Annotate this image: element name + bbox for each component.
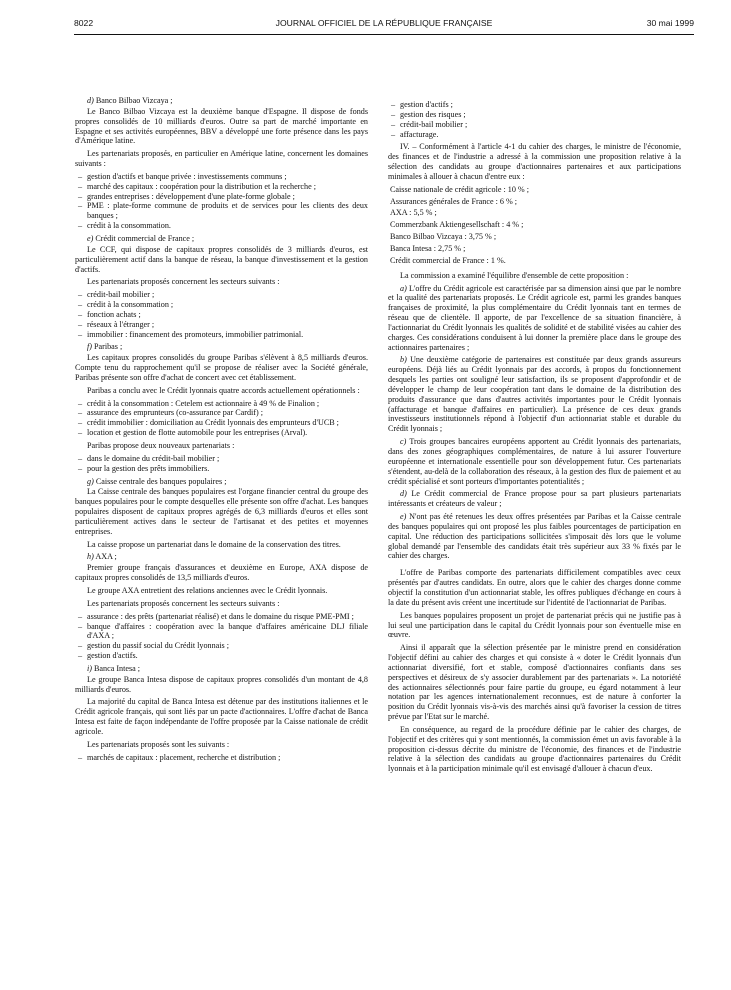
section-heading-h [75, 552, 368, 562]
allocation-item: Caisse nationale de crédit agricole : 10 % ; [390, 184, 529, 194]
allocation-item: Banca Intesa : 2,75 % ; [390, 243, 466, 253]
section-letter: d) [87, 96, 94, 105]
allocation-item: Crédit commercial de France : 1 %. [390, 255, 506, 265]
item-text: Une deuxième catégorie de partenaires est constituée par deux grands assureurs européens. Déjà liés au Crédit lyonnais par des accords, à propos du fonctionnement desquels les parties ont souligné leur satisfaction, ils se proposent d'approfondir et de développer le champ de leur coopération tant dans le domaine de la distribution des produits d'assurance que dans d'autres activités importantes pour le Crédit lyonnais (affacturage et banque d'affaires en particulier). La présence de ces deux grands investisseurs institutionnels répond à l'objectif d'un actionnariat stable et durable du Crédit lyonnais ; [388, 355, 682, 434]
section-title: AXA ; [95, 552, 117, 562]
list-item: – gestion d'actifs et banque privée : investissements communs ; [75, 172, 368, 182]
list-item: – crédit-bail mobilier ; [388, 120, 681, 130]
section-title: Caisse centrale des banques populaires ; [95, 476, 227, 486]
list-item: – PME : plate-forme commune de produits et de services pour les clients des deux banques ; [75, 201, 368, 221]
section-title: Crédit commercial de France ; [95, 233, 195, 243]
paragraph: La commission a examiné l'équilibre d'ensemble de cette proposition : [400, 270, 629, 280]
section-letter: f) [87, 342, 92, 352]
paragraph-b [388, 355, 681, 434]
section-heading-i [75, 664, 368, 674]
paragraph-a [388, 284, 681, 353]
list-item: – grandes entreprises : développement d'une plate-forme globale ; [75, 192, 368, 202]
paragraph: Les banques populaires proposent un projet de partenariat précis qui ne justifie pas à lui seul une participation dans le capital du Crédit lyonnais pour son éventuelle mise en œuvre. [388, 610, 681, 640]
paragraph-e [388, 512, 681, 561]
list-item: – crédit à la consommation. [75, 221, 368, 231]
bullet-list [388, 100, 681, 139]
list-item: – gestion des risques ; [388, 110, 681, 120]
list-item: – fonction achats ; [75, 310, 368, 320]
section-heading-g [75, 477, 368, 487]
list-item: – marchés de capitaux : placement, recherche et distribution ; [75, 753, 368, 763]
allocation-item: Commerzbank Aktiengesellschaft : 4 % ; [390, 220, 524, 230]
list-item: – location et gestion de flotte automobile pour les entreprises (Arval). [75, 428, 368, 438]
paragraph: Les capitaux propres consolidés du groupe Paribas s'élèvent à 8,5 milliards d'euros. Compte tenu du rapprochement qu'il se propose de réaliser avec la Société générale, Paribas présente son offre d'achat de concert avec cet établissement. [75, 353, 368, 382]
section-letter: e) [87, 233, 94, 243]
bullet-list [75, 612, 368, 661]
journal-title: JOURNAL OFFICIEL DE LA RÉPUBLIQUE FRANÇAISE [275, 18, 493, 28]
list-item: – assurance des emprunteurs (co-assurance par Cardif) ; [75, 408, 368, 418]
list-item: – affacturage. [388, 130, 681, 140]
paragraph: Le Banco Bilbao Vizcaya est la deuxième banque d'Espagne. Il dispose de fonds propres consolidés de 10 milliards d'euros. Outre sa part de marché importante en Espagne et ses activités européennes, BBV a développé une forte présence dans les pays d'Amérique latine. [75, 106, 368, 146]
list-item: – dans le domaine du crédit-bail mobilier ; [75, 454, 368, 464]
allocation-list [388, 185, 681, 266]
page-header [74, 14, 694, 35]
list-item: – crédit à la consommation ; [75, 300, 368, 310]
list-item: – immobilier : financement des promoteurs, immobilier patrimonial. [75, 330, 368, 340]
section-heading-e [75, 234, 368, 244]
section-title: Banco Bilbao Vizcaya ; [95, 96, 173, 105]
paragraph: Premier groupe français d'assurances et deuxième en Europe, AXA dispose de capitaux propres consolidés de 13,5 milliards d'euros. [75, 563, 368, 583]
paragraph: Les partenariats proposés concernent les secteurs suivants : [87, 277, 280, 287]
paragraph: Le groupe Banca Intesa dispose de capitaux propres consolidés d'un montant de 4,8 milliards d'euros. [75, 674, 368, 694]
list-item: – réseaux à l'étranger ; [75, 320, 368, 330]
item-letter: b) [400, 355, 407, 365]
section-letter: h) [87, 552, 94, 562]
paragraph: Les partenariats proposés, en particulier en Amérique latine, concernent les domaines suivants : [75, 149, 368, 169]
list-item: – gestion d'actifs ; [388, 100, 681, 110]
list-item: – banque d'affaires : coopération avec la banque d'affaires américaine DLJ filiale d'AXA ; [75, 622, 368, 642]
section-title: Paribas ; [94, 342, 123, 352]
bullet-list [75, 290, 368, 339]
allocation-item: Assurances générales de France : 6 % ; [390, 196, 518, 206]
paragraph: Les partenariats proposés concernent les secteurs suivants : [87, 598, 280, 608]
paragraph-c [388, 437, 681, 486]
list-item: – gestion d'actifs. [75, 651, 368, 661]
list-item: – assurance : des prêts (partenariat réalisé) et dans le domaine du risque PME-PMI ; [75, 612, 368, 622]
list-item: – gestion du passif social du Crédit lyonnais ; [75, 641, 368, 651]
list-item: – pour la gestion des prêts immobiliers. [75, 464, 368, 474]
item-text: N'ont pas été retenues les deux offres présentées par Paribas et la Caisse centrale des banques populaires qui ont proposé les plus faibles pourcentages de participation en capital. Une réduction des participations sollicitées s'imposait dès lors que le volume global demandé par l'ensemble des candidats était très supérieur aux 33 % fixés par le cahier des charges. [388, 512, 682, 561]
issue-date: 30 mai 1999 [646, 18, 694, 28]
item-letter: d) [400, 489, 407, 499]
paragraph-section-iv: IV. – Conformément à l'article 4-1 du cahier des charges, le ministre de l'économie, des finances et de l'industrie a adressé à la commission une proposition relative à la sélection des candidats au groupe d'actionnaires partenaires et aux participations minimales à allouer à chacun d'entre eux : [388, 142, 681, 181]
bullet-list [75, 172, 368, 231]
list-item: – crédit immobilier : domiciliation au Crédit lyonnais des emprunteurs d'UCB ; [75, 418, 368, 428]
paragraph: Le groupe AXA entretient des relations anciennes avec le Crédit lyonnais. [87, 585, 328, 595]
item-text: Trois groupes bancaires européens apportent au Crédit lyonnais des partenariats, dans des zones géographiques complémentaires, de nature à lui assurer l'ouverture européenne et internationale essentielle pour son développement futur. Ces partenariats s'étendent, au-delà de la collaboration des réseaux, à la gestion des flux de paiement et au crédit spécialisé et sont porteurs d'importantes potentialités ; [388, 437, 681, 486]
item-letter: c) [400, 437, 407, 447]
paragraph: La Caisse centrale des banques populaires est l'organe financier central du groupe des banques populaires pour le compte desquelles elle présente son offre d'achat. Les banques populaires disposent de capitaux propres agrégés de 6,3 milliards d'euros et elles sont particulièrement actives dans le secteur de l'artisanat et des petites et moyennes entreprises. [75, 487, 368, 536]
paragraph: En conséquence, au regard de la procédure définie par le cahier des charges, de l'objectif et des critères qui y sont mentionnés, la commission émet un avis favorable à la proposition ci-dessus décrite du ministre de l'économie, des finances et de l'industrie relative à la sélection des candidats au groupe d'actionnaires partenaires du Crédit lyonnais et à la participation minimale qu'il est envisagé d'allouer à chacun d'eux. [388, 724, 681, 774]
section-letter: i) [87, 663, 92, 673]
paragraph: La majorité du capital de Banca Intesa est détenue par des institutions italiennes et le Crédit agricole français, qui sont liés par un pacte d'actionnaires. L'offre d'achat de Banca Intesa est faite de façon indépendante de l'offre proposée par la Caisse nationale de crédit agricole. [75, 697, 368, 736]
list-item: – marché des capitaux : coopération pour la distribution et la recherche ; [75, 182, 368, 192]
list-item: – crédit-bail mobilier ; [75, 290, 368, 300]
bullet-list [75, 753, 368, 763]
left-column [75, 96, 368, 765]
paragraph: L'offre de Paribas comporte des partenariats difficilement compatibles avec ceux présentés par d'autres candidats. En outre, alors que le cahier des charges donne comme objectif la constitution d'un actionnariat stable, les offres publiques d'échange en cours à la date du présent avis créent une incertitude sur l'identité de l'actionnariat de Paribas. [388, 568, 681, 607]
item-letter: a) [400, 283, 407, 293]
bullet-list [75, 399, 368, 438]
section-heading-d [75, 96, 368, 106]
paragraph: Paribas a conclu avec le Crédit lyonnais quatre accords actuellement opérationnels : [87, 385, 360, 395]
paragraph: Les partenariats proposés sont les suivants : [87, 739, 230, 749]
page-number: 8022 [74, 18, 94, 28]
allocation-item: AXA : 5,5 % ; [390, 208, 437, 218]
paragraph: Ainsi il apparaît que la sélection présentée par le ministre prend en considération l'objectif défini au cahier des charges et qui consiste à « doter le Crédit lyonnais d'un actionnariat diversifié, fort et stable, composé d'actionnaires confiants dans ses perspectives et désireux de s'y associer durablement par des partenariats ». La notoriété des actionnaires sélectionnés pour faire partie du groupe, eu égard notamment à leur notation par les agences internationalement reconnues, est de nature à conforter la position du Crédit lyonnais vis-à-vis des marchés ainsi qu'à favoriser la cession de titres prévue par l'Etat sur le marché. [388, 643, 681, 722]
item-text: L'offre du Crédit agricole est caractérisée par sa dimension ainsi que par le nombre et la qualité des partenariats proposés. Le Crédit agricole est, parmi les grandes banques françaises de proximité, la plus complémentaire du Crédit lyonnais tant en termes de réseau que de clientèle. Il apporte, de par l'excellence de sa situation financière, à l'actionnariat du Crédit lyonnais les qualités de solidité et de stabilité visées au cahier des charges. Ces considérations conduisent à lui donner la première place dans le groupe des actionnaires partenaires ; [388, 283, 681, 352]
right-column [388, 100, 681, 777]
paragraph: Paribas propose deux nouveaux partenariats : [87, 441, 235, 450]
bullet-list [75, 454, 368, 474]
list-item: – crédit à la consommation : Cetelem est actionnaire à 49 % de Finalion ; [75, 399, 368, 409]
item-text: Le Crédit commercial de France propose pour sa part plusieurs partenariats intéressants et créateurs de valeur ; [388, 489, 681, 509]
section-letter: g) [87, 476, 94, 486]
paragraph: La caisse propose un partenariat dans le domaine de la conservation des titres. [87, 539, 341, 549]
section-title: Banca Intesa ; [94, 663, 141, 673]
paragraph: Le CCF, qui dispose de capitaux propres consolidés de 3 milliards d'euros, est particulièrement actif dans la banque de réseau, la banque d'investissement et la gestion d'actifs. [75, 244, 368, 274]
section-heading-f [75, 342, 368, 352]
item-letter: e) [400, 512, 407, 522]
paragraph-d [388, 489, 681, 509]
allocation-item: Banco Bilbao Vizcaya : 3,75 % ; [390, 232, 497, 242]
